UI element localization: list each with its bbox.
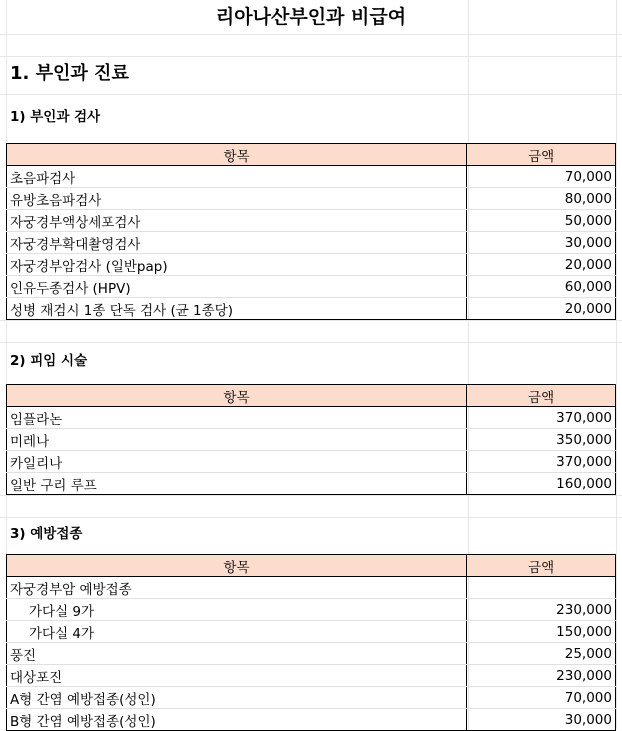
column-header-price: 금액	[467, 385, 616, 407]
exam-price-table	[6, 143, 616, 320]
gridline	[0, 320, 622, 321]
column-header-item: 항목	[7, 555, 467, 577]
row-price: 60,000	[467, 276, 616, 298]
row-price: 20,000	[467, 298, 616, 320]
table-row	[7, 599, 616, 621]
row-item-name: B형 간염 예방접종(성인)	[7, 709, 467, 731]
gridline	[0, 34, 622, 35]
row-item-name: 자궁경부암검사 (일반pap)	[7, 254, 467, 276]
table-row	[7, 621, 616, 643]
row-price: 230,000	[467, 665, 616, 687]
gridline	[0, 56, 622, 57]
row-item-name: 미레나	[7, 429, 467, 451]
page-title: 리아나산부인과 비급여	[215, 6, 407, 28]
gridline	[616, 0, 617, 729]
table-row	[7, 643, 616, 665]
row-price	[467, 577, 616, 599]
table-row	[7, 407, 616, 429]
table-row	[7, 577, 616, 599]
column-header-price: 금액	[467, 144, 616, 166]
row-price: 370,000	[467, 451, 616, 473]
table-row	[7, 687, 616, 709]
gridline	[0, 94, 622, 95]
table-heading-contraception: 2) 피임 시술	[10, 353, 88, 369]
row-price: 70,000	[467, 166, 616, 188]
row-price: 30,000	[467, 709, 616, 731]
table-row	[7, 429, 616, 451]
row-price: 20,000	[467, 254, 616, 276]
table-row	[7, 298, 616, 320]
vaccination-price-table	[6, 554, 616, 731]
row-item-name: 유방초음파검사	[7, 188, 467, 210]
row-price: 80,000	[467, 188, 616, 210]
row-item-name: 인유두종검사 (HPV)	[7, 276, 467, 298]
gridline	[0, 517, 622, 518]
column-header-item: 항목	[7, 385, 467, 407]
row-item-name: 자궁경부액상세포검사	[7, 210, 467, 232]
table-row	[7, 166, 616, 188]
row-item-name: 가다실 4가	[7, 621, 467, 643]
row-item-name: 임플라논	[7, 407, 467, 429]
column-header-price: 금액	[467, 555, 616, 577]
column-header-item: 항목	[7, 144, 467, 166]
row-price: 25,000	[467, 643, 616, 665]
row-item-name: 성병 재검시 1종 단독 검사 (균 1종당)	[7, 298, 467, 320]
gridline	[0, 342, 622, 343]
row-price: 230,000	[467, 599, 616, 621]
table-heading-vaccination: 3) 예방접종	[10, 526, 83, 542]
row-price: 370,000	[467, 407, 616, 429]
row-item-name: 카일리나	[7, 451, 467, 473]
gridline	[0, 495, 622, 496]
table-row	[7, 709, 616, 731]
row-item-name: 가다실 9가	[7, 599, 467, 621]
row-price: 160,000	[467, 473, 616, 495]
row-item-name: 대상포진	[7, 665, 467, 687]
row-price: 70,000	[467, 687, 616, 709]
row-item-name: A형 간염 예방접종(성인)	[7, 687, 467, 709]
table-heading-exams: 1) 부인과 검사	[10, 109, 101, 125]
row-item-name: 일반 구리 루프	[7, 473, 467, 495]
row-item-name: 자궁경부암 예방접종	[7, 577, 467, 599]
table-row	[7, 210, 616, 232]
row-price: 150,000	[467, 621, 616, 643]
row-item-name: 초음파검사	[7, 166, 467, 188]
table-row	[7, 254, 616, 276]
row-price: 50,000	[467, 210, 616, 232]
table-row	[7, 232, 616, 254]
contraception-price-table	[6, 384, 616, 495]
table-row	[7, 451, 616, 473]
row-item-name: 풍진	[7, 643, 467, 665]
table-row	[7, 188, 616, 210]
table-row	[7, 276, 616, 298]
row-item-name: 자궁경부확대촬영검사	[7, 232, 467, 254]
row-price: 30,000	[467, 232, 616, 254]
table-row	[7, 665, 616, 687]
table-row	[7, 473, 616, 495]
row-price: 350,000	[467, 429, 616, 451]
section-title: 1. 부인과 진료	[10, 63, 129, 84]
